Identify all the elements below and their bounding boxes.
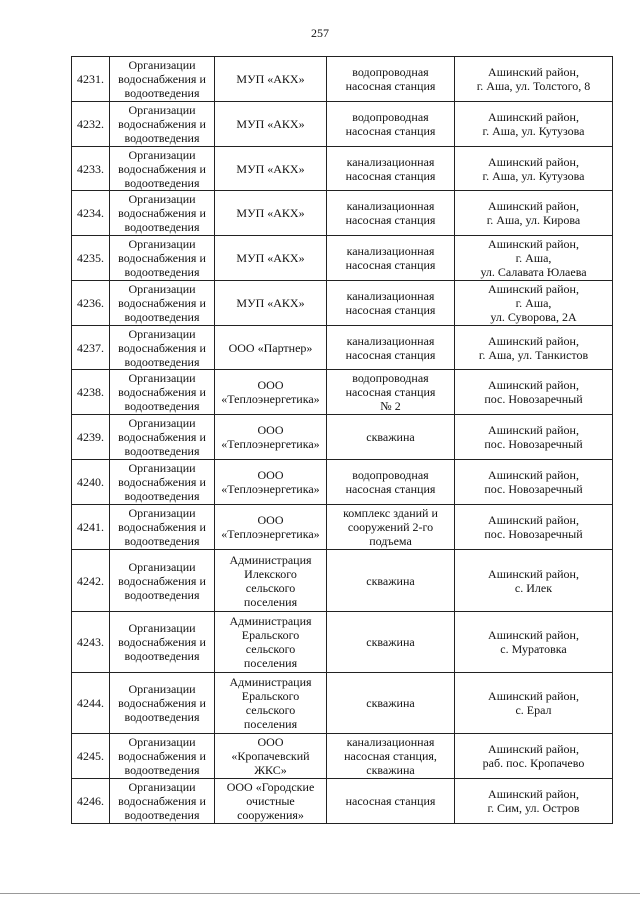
address-cell <box>455 550 613 612</box>
row-number <box>72 57 110 102</box>
organization-cell-text: ООО «Кропачевский ЖКС» <box>231 735 310 777</box>
object-cell <box>327 734 455 779</box>
organization-cell-text: МУП «АКХ» <box>236 296 305 310</box>
object-cell-text: канализационная насосная станция <box>345 333 436 362</box>
category-cell <box>110 281 215 326</box>
category-cell <box>110 370 215 415</box>
table-row <box>72 505 613 550</box>
address-cell-text: Ашинский район, г. Аша, ул. Кутузова <box>482 110 585 138</box>
row-number-text: 4243. <box>77 635 104 649</box>
address-cell <box>455 57 613 102</box>
category-cell <box>110 236 215 281</box>
object-cell <box>327 505 455 550</box>
organization-cell <box>215 57 327 102</box>
address-cell <box>455 147 613 191</box>
row-number-text: 4242. <box>77 573 104 588</box>
category-cell-text: Организации водоснабжения и водоотведения <box>118 461 206 503</box>
organization-cell-text: Администрация Еральского сельского поселения <box>229 675 312 731</box>
row-number-text: 4233. <box>77 161 104 176</box>
category-cell <box>110 460 215 505</box>
object-cell <box>327 191 455 236</box>
category-cell-text: Организации водоснабжения и водоотведения <box>118 371 206 413</box>
address-cell-text: Ашинский район, пос. Новозаречный <box>484 378 583 406</box>
row-number-text: 4240. <box>77 475 104 489</box>
row-number-text: 4232. <box>77 117 104 131</box>
row-number-text: 4239. <box>77 430 104 444</box>
address-cell <box>455 673 613 734</box>
address-cell <box>455 415 613 460</box>
category-cell <box>110 779 215 824</box>
row-number-text: 4235. <box>77 251 104 265</box>
address-cell <box>455 102 613 147</box>
category-cell-text: Организации водоснабжения и водоотведения <box>118 780 206 822</box>
row-number-text: 4231. <box>77 72 104 86</box>
category-cell-text: Организации водоснабжения и водоотведения <box>118 192 206 234</box>
organization-cell-text: МУП «АКХ» <box>236 206 305 220</box>
category-cell-text: Организации водоснабжения и водоотведения <box>118 147 206 190</box>
object-cell-text: водопроводная насосная станция <box>345 65 436 93</box>
object-cell <box>327 550 455 612</box>
object-cell-text: насосная станция <box>345 794 436 808</box>
organization-cell <box>215 326 327 370</box>
object-cell-text: канализационная насосная станция <box>345 289 436 317</box>
organization-cell <box>215 281 327 326</box>
object-cell <box>327 460 455 505</box>
object-cell <box>327 415 455 460</box>
row-number <box>72 673 110 734</box>
row-number <box>72 734 110 779</box>
object-cell <box>327 612 455 673</box>
object-cell-text: канализационная насосная станция, скважина <box>344 735 437 777</box>
table-row <box>72 673 613 734</box>
bottom-divider <box>0 893 640 894</box>
object-cell <box>327 147 455 191</box>
row-number-text: 4238. <box>77 385 104 399</box>
registry-table-body <box>72 57 613 824</box>
table-row <box>72 326 613 370</box>
address-cell-text: Ашинский район, с. Ерал <box>488 689 579 717</box>
object-cell-text: канализационная насосная станция <box>345 199 436 227</box>
object-cell <box>327 779 455 824</box>
address-cell-text: Ашинский район, г. Аша, ул. Суворова, 2А <box>488 282 579 324</box>
organization-cell <box>215 505 327 550</box>
category-cell <box>110 505 215 550</box>
row-number <box>72 102 110 147</box>
category-cell-text: Организации водоснабжения и водоотведения <box>118 682 206 724</box>
table-row <box>72 779 613 824</box>
organization-cell <box>215 612 327 673</box>
object-cell-text: скважина <box>366 696 415 710</box>
object-cell <box>327 57 455 102</box>
table-row <box>72 147 613 191</box>
address-cell-text: Ашинский район, г. Аша, ул. Кирова <box>486 199 581 227</box>
row-number-text: 4241. <box>77 520 104 534</box>
row-number <box>72 779 110 824</box>
row-number <box>72 147 110 191</box>
organization-cell <box>215 550 327 612</box>
row-number <box>72 236 110 281</box>
object-cell <box>327 326 455 370</box>
organization-cell <box>215 460 327 505</box>
organization-cell-text: МУП «АКХ» <box>236 72 305 86</box>
row-number-text: 4234. <box>77 206 104 220</box>
address-cell <box>455 460 613 505</box>
table-row <box>72 415 613 460</box>
object-cell-text: скважина <box>366 430 415 444</box>
table-row <box>72 550 613 612</box>
row-number <box>72 612 110 673</box>
organization-cell-text: ООО «Теплоэнергетика» <box>221 468 320 496</box>
object-cell <box>327 370 455 415</box>
address-cell <box>455 191 613 236</box>
object-cell-text: канализационная насосная станция <box>345 154 436 183</box>
row-number <box>72 505 110 550</box>
organization-cell <box>215 147 327 191</box>
table-row <box>72 734 613 779</box>
category-cell-text: Организации водоснабжения и водоотведения <box>118 416 206 458</box>
row-number <box>72 191 110 236</box>
category-cell-text: Организации водоснабжения и водоотведения <box>118 326 206 369</box>
object-cell-text: водопроводная насосная станция <box>345 468 436 496</box>
category-cell <box>110 191 215 236</box>
address-cell-text: Ашинский район, г. Аша, ул. Толстого, 8 <box>476 65 591 93</box>
category-cell <box>110 550 215 612</box>
organization-cell <box>215 779 327 824</box>
table-row <box>72 191 613 236</box>
organization-cell-text: МУП «АКХ» <box>236 117 305 131</box>
category-cell-text: Организации водоснабжения и водоотведения <box>118 58 206 100</box>
row-number <box>72 281 110 326</box>
table-row <box>72 102 613 147</box>
organization-cell-text: ООО «Теплоэнергетика» <box>221 513 320 541</box>
row-number <box>72 415 110 460</box>
registry-table <box>71 56 613 824</box>
table-row <box>72 236 613 281</box>
address-cell <box>455 779 613 824</box>
row-number <box>72 370 110 415</box>
category-cell <box>110 147 215 191</box>
table-row <box>72 460 613 505</box>
category-cell-text: Организации водоснабжения и водоотведения <box>118 559 206 602</box>
object-cell <box>327 102 455 147</box>
organization-cell-text: ООО «Партнер» <box>228 340 313 355</box>
category-cell <box>110 673 215 734</box>
organization-cell <box>215 734 327 779</box>
object-cell <box>327 673 455 734</box>
address-cell <box>455 612 613 673</box>
row-number <box>72 460 110 505</box>
row-number <box>72 550 110 612</box>
address-cell-text: Ашинский район, пос. Новозаречный <box>484 468 583 496</box>
organization-cell <box>215 102 327 147</box>
object-cell-text: водопроводная насосная станция <box>345 110 436 138</box>
table-row <box>72 612 613 673</box>
category-cell-text: Организации водоснабжения и водоотведения <box>118 282 206 324</box>
organization-cell <box>215 415 327 460</box>
category-cell <box>110 326 215 370</box>
organization-cell-text: ООО «Теплоэнергетика» <box>221 423 320 451</box>
object-cell <box>327 281 455 326</box>
category-cell <box>110 57 215 102</box>
table-row <box>72 281 613 326</box>
address-cell <box>455 505 613 550</box>
address-cell <box>455 734 613 779</box>
page-number: 257 <box>311 26 329 40</box>
table-row <box>72 57 613 102</box>
organization-cell <box>215 673 327 734</box>
organization-cell-text: ООО «Городские очистные сооружения» <box>226 780 315 822</box>
address-cell-text: Ашинский район, г. Сим, ул. Остров <box>487 787 580 815</box>
category-cell-text: Организации водоснабжения и водоотведения <box>118 621 206 663</box>
category-cell-text: Организации водоснабжения и водоотведения <box>118 237 206 279</box>
address-cell-text: Ашинский район, с. Муратовка <box>488 628 579 656</box>
organization-cell-text: ООО «Теплоэнергетика» <box>221 378 320 406</box>
organization-cell <box>215 236 327 281</box>
object-cell-text: скважина <box>366 635 415 649</box>
address-cell-text: Ашинский район, г. Аша, ул. Танкистов <box>478 333 589 362</box>
address-cell-text: Ашинский район, пос. Новозаречный <box>484 513 583 541</box>
organization-cell-text: МУП «АКХ» <box>236 251 305 265</box>
row-number <box>72 326 110 370</box>
row-number-text: 4244. <box>77 696 104 710</box>
address-cell-text: Ашинский район, г. Аша, ул. Кутузова <box>482 154 585 183</box>
row-number-text: 4237. <box>77 340 104 355</box>
address-cell <box>455 370 613 415</box>
organization-cell-text: Администрация Еральского сельского поселения <box>229 614 312 670</box>
category-cell <box>110 415 215 460</box>
table-row <box>72 370 613 415</box>
row-number-text: 4245. <box>77 749 104 763</box>
object-cell <box>327 236 455 281</box>
address-cell <box>455 236 613 281</box>
category-cell-text: Организации водоснабжения и водоотведения <box>118 506 206 548</box>
address-cell-text: Ашинский район, раб. пос. Кропачево <box>482 742 585 770</box>
category-cell <box>110 102 215 147</box>
category-cell <box>110 734 215 779</box>
category-cell-text: Организации водоснабжения и водоотведения <box>118 735 206 777</box>
organization-cell-text: Администрация Илекского сельского поселения <box>229 552 312 609</box>
object-cell-text: канализационная насосная станция <box>345 244 436 272</box>
address-cell-text: Ашинский район, г. Аша, ул. Салавата Юлаева <box>480 237 587 279</box>
address-cell-text: Ашинский район, пос. Новозаречный <box>484 423 583 451</box>
object-cell-text: комплекс зданий и сооружений 2-го подъема <box>343 506 438 548</box>
address-cell <box>455 281 613 326</box>
category-cell-text: Организации водоснабжения и водоотведения <box>118 103 206 145</box>
category-cell <box>110 612 215 673</box>
row-number-text: 4236. <box>77 296 104 310</box>
organization-cell-text: МУП «АКХ» <box>236 161 305 176</box>
address-cell <box>455 326 613 370</box>
organization-cell <box>215 370 327 415</box>
organization-cell <box>215 191 327 236</box>
address-cell-text: Ашинский район, с. Илек <box>488 566 579 595</box>
row-number-text: 4246. <box>77 794 104 808</box>
object-cell-text: скважина <box>366 573 415 588</box>
object-cell-text: водопроводная насосная станция № 2 <box>345 371 436 413</box>
